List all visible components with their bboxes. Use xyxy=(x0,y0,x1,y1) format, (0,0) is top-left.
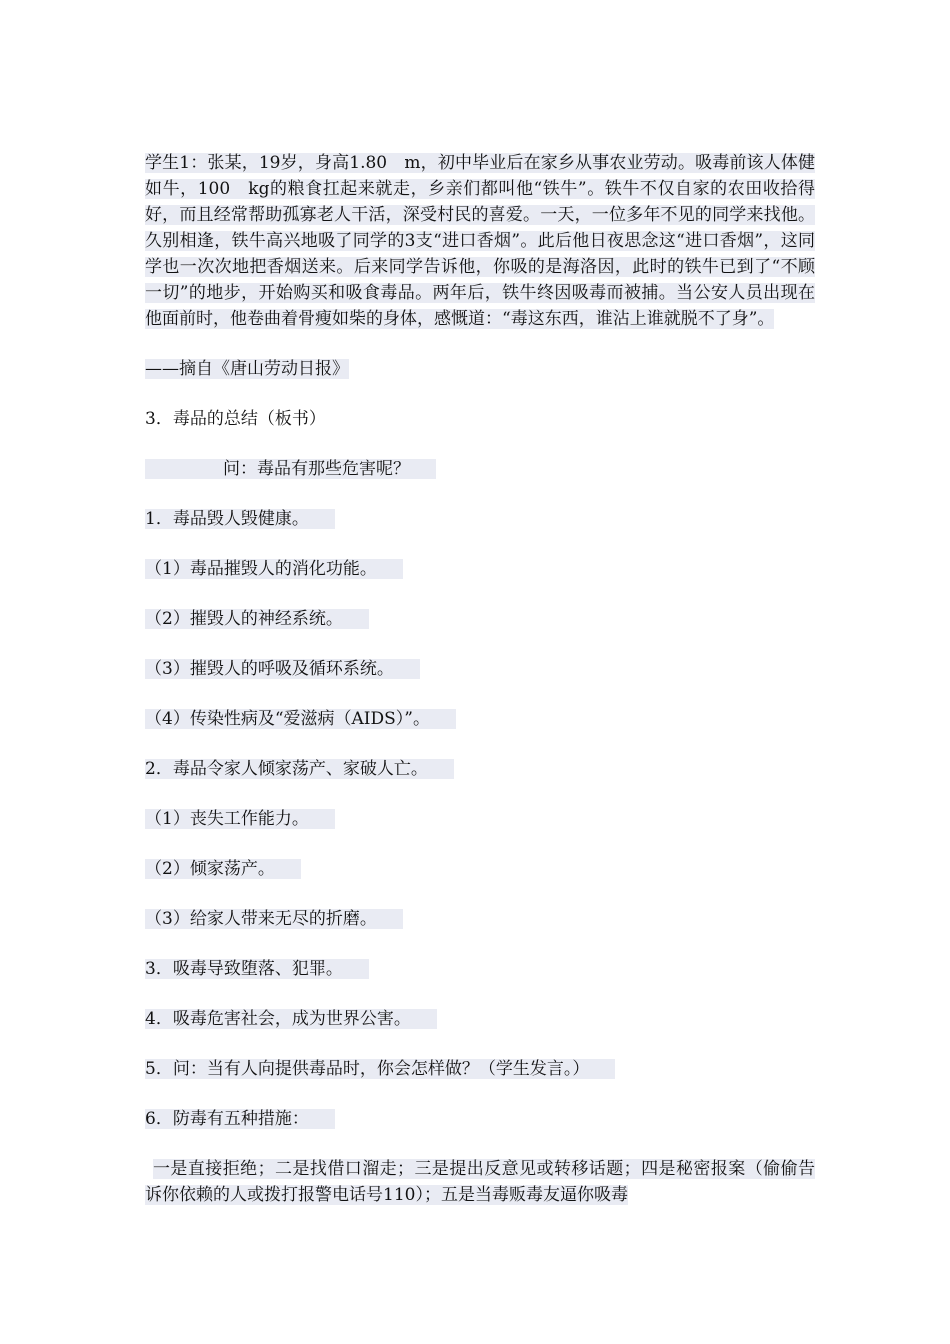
point-text: （1）毒品摧毁人的消化功能。 xyxy=(145,559,403,579)
point-line xyxy=(145,806,815,832)
point-line xyxy=(145,1056,815,1082)
source-line xyxy=(145,356,815,382)
point-line xyxy=(145,656,815,682)
document-body xyxy=(145,150,815,1208)
point-line xyxy=(145,556,815,582)
point-line xyxy=(145,856,815,882)
point-text: 4．吸毒危害社会，成为世界公害。 xyxy=(145,1009,437,1029)
point-text: （4）传染性病及“爱滋病（AIDS）”。 xyxy=(145,709,456,729)
question-text: 问：毒品有那些危害呢？ xyxy=(145,459,436,479)
point-text: 6．防毒有五种措施： xyxy=(145,1109,335,1129)
point-text: （1）丧失工作能力。 xyxy=(145,809,335,829)
point-text: （2）摧毁人的神经系统。 xyxy=(145,609,369,629)
point-text: 5．问：当有人向提供毒品时，你会怎样做？（学生发言。） xyxy=(145,1059,615,1079)
measures-paragraph xyxy=(145,1156,815,1208)
point-line xyxy=(145,706,815,732)
summary-heading xyxy=(145,406,815,432)
point-line xyxy=(145,756,815,782)
point-line xyxy=(145,956,815,982)
story-text: 学生1：张某，19岁，身高1.80 m，初中毕业后在家乡从事农业劳动。吸毒前该人体健如牛，100 kg的粮食扛起来就走，乡亲们都叫他“铁牛”。铁牛不仅自家的农田收拾得好，而且经常帮助孤寡老人干活，深受村民的喜爱。一天，一位多年不见的同学来找他。久别相逢，铁牛高兴地吸了同学的3支“进口香烟”。此后他日夜思念这“进口香烟”，这同学也一次次地把香烟送来。后来同学告诉他，你吸的是海洛因，此时的铁牛已到了“不顾一切”的地步，开始购买和吸食毒品。两年后，铁牛终因吸毒而被捕。当公安人员出现在他面前时，他卷曲着骨瘦如柴的身体，感慨道：“毒这东西，谁沾上谁就脱不了身”。 xyxy=(145,153,815,329)
point-text: （3）摧毁人的呼吸及循环系统。 xyxy=(145,659,420,679)
point-line xyxy=(145,606,815,632)
point-line xyxy=(145,1006,815,1032)
point-text: 2．毒品令家人倾家荡产、家破人亡。 xyxy=(145,759,454,779)
story-paragraph xyxy=(145,150,815,332)
measures-text: 一是直接拒绝；二是找借口溜走；三是提出反意见或转移话题；四是秘密报案（偷偷告诉你依赖的人或拨打报警电话号110）；五是当毒贩毒友逼你吸毒 xyxy=(145,1159,815,1205)
summary-heading-text: 3．毒品的总结（板书） xyxy=(145,409,326,429)
source-text: ——摘自《唐山劳动日报》 xyxy=(145,359,349,379)
point-line xyxy=(145,506,815,532)
point-text: 3．吸毒导致堕落、犯罪。 xyxy=(145,959,369,979)
point-text: （3）给家人带来无尽的折磨。 xyxy=(145,909,403,929)
point-text: 1．毒品毁人毁健康。 xyxy=(145,509,335,529)
question-line xyxy=(145,456,815,482)
point-line xyxy=(145,906,815,932)
point-line xyxy=(145,1106,815,1132)
point-text: （2）倾家荡产。 xyxy=(145,859,301,879)
